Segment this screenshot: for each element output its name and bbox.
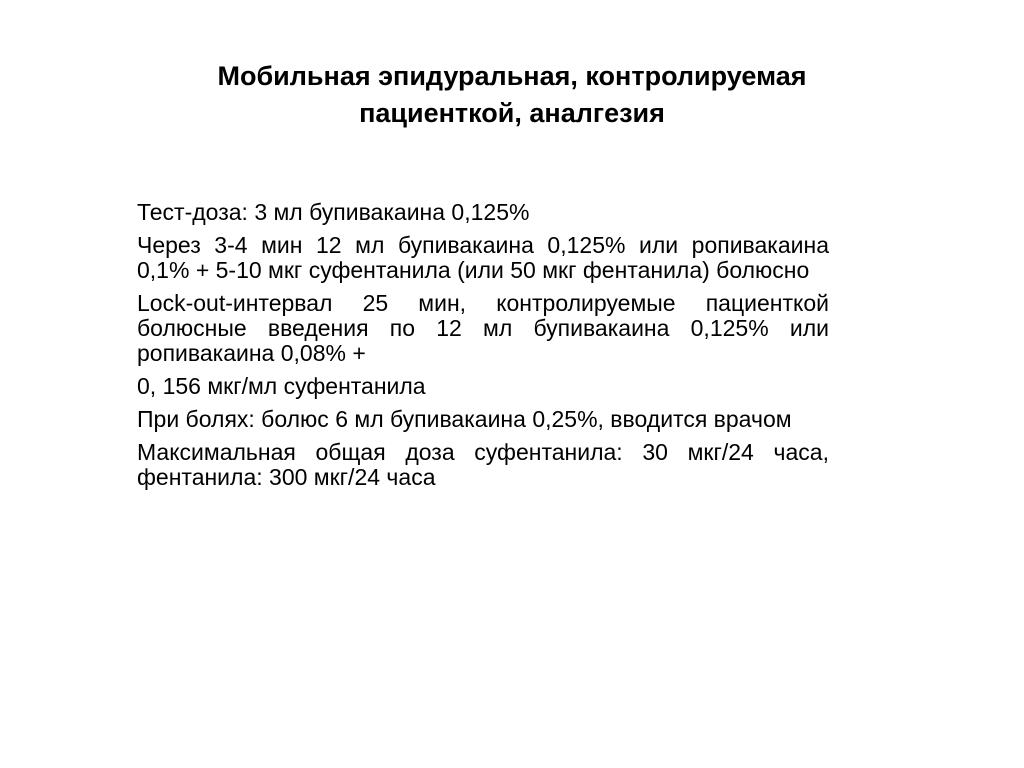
slide-title-line-2: пациенткой, аналгезия <box>359 98 665 128</box>
paragraph-max-dose: Максимальная общая доза суфентанила: 30 мкг/24 часа, фентанила: 300 мкг/24 часа <box>137 439 829 490</box>
paragraph-sufentanil-concentration: 0, 156 мкг/мл суфентанила <box>137 373 426 399</box>
slide-title-line-1: Мобильная эпидуральная, контролируемая <box>217 61 807 91</box>
slide-body <box>137 200 829 498</box>
paragraph-bolus-start: Через 3-4 мин 12 мл бупивакаина 0,125% или ропивакаина 0,1% + 5-10 мкг суфентанила (или 50 мкг фентанила) болюсно <box>137 232 829 283</box>
paragraph-test-dose: Тест-доза: 3 мл бупивакаина 0,125% <box>137 199 530 225</box>
paragraph-pain-bolus: При болях: болюс 6 мл бупивакаина 0,25%, вводится врачом <box>137 406 792 432</box>
paragraph-lockout: Lock-out-интервал 25 мин, контролируемые пациенткой болюсные введения по 12 мл бупивакаина 0,125% или ропивакаина 0,08% + <box>137 290 829 366</box>
slide-title <box>100 58 924 132</box>
